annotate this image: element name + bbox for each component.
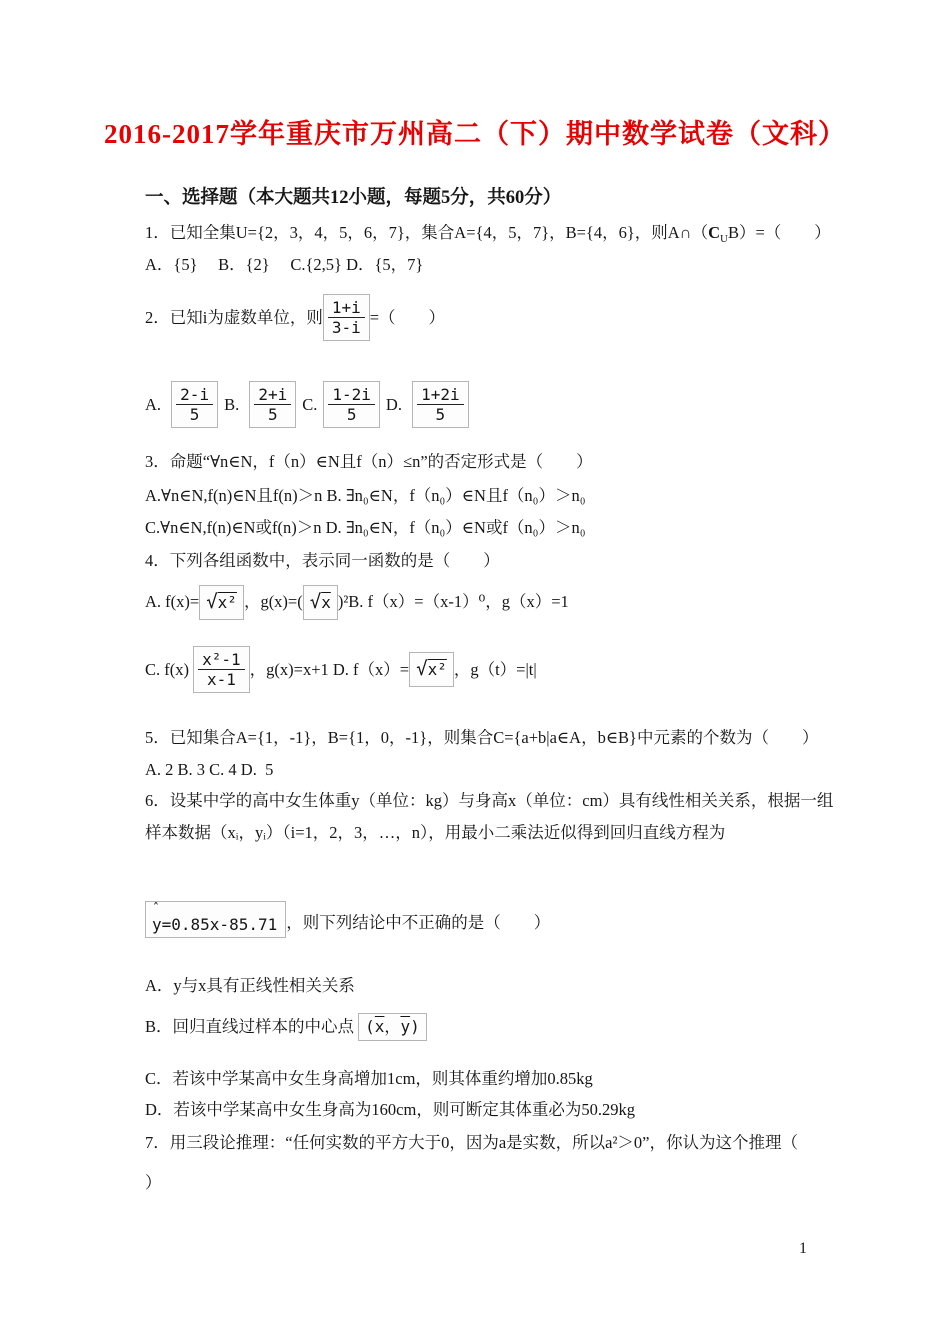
- q1-stem: [145, 218, 835, 254]
- q6-xbar: $\overline{x}$: [374, 1017, 385, 1037]
- q3-stem: 3．命题“∀n∈N，f（n）∈N且f（n）≤n”的否定形式是（ ）: [145, 452, 593, 471]
- q2-option-c-den: 5: [346, 405, 357, 425]
- q2-stem: [145, 294, 835, 341]
- q6-regression-formula: [145, 901, 286, 938]
- q6-stem-line1: 6．设某中学的高中女生体重y（单位：kg）与身高x（单位：cm）具有线性相关关系，根据一组: [145, 791, 834, 810]
- q2-option-c-fraction: [323, 381, 380, 428]
- q2-option-a-num: 2-i: [176, 385, 213, 405]
- q4-option-c-pre: C. f(x): [145, 659, 194, 679]
- q6-ybar: $\overline{y}$: [400, 1017, 411, 1037]
- q4-option-c-mid: ，g(x)=x+1 D. f（x）=: [249, 659, 410, 679]
- q2-frac-denominator: 3-i: [331, 318, 361, 338]
- page-title: 2016-2017学年重庆市万州高二（下）期中数学试卷（文科）: [104, 119, 846, 149]
- q4-options-ab: [145, 585, 835, 620]
- q2-option-c-label: C.: [302, 394, 318, 414]
- q2-option-c-num: 1-2i: [328, 385, 375, 405]
- q6-center-point-formula: [358, 1013, 427, 1040]
- q2-option-a-label: A.: [145, 394, 166, 414]
- q2-option-a-fraction: [171, 381, 218, 428]
- q4-option-a-sqrt2: [303, 585, 338, 620]
- q6-option-b-text: B．回归直线过样本的中心点: [145, 1017, 359, 1036]
- q1-stem-post: B）=（ ）: [727, 223, 831, 242]
- q1-options: A．{5} B．{2} C.{2,5} D．{5，7}: [145, 255, 424, 274]
- q1-stem-pre: 1．已知全集U={2，3，4，5，6，7}，集合A={4，5，7}，B={4，6}，则A∩（: [145, 223, 709, 242]
- q2-option-b-num: 2+i: [254, 385, 291, 405]
- q4-option-c-fraction: [193, 646, 250, 693]
- q4-option-b-text: B. f（x）=（x-1）⁰，g（x）=1: [348, 592, 569, 612]
- radical-sign: √: [309, 591, 322, 613]
- q2-fraction-formula: [323, 294, 370, 341]
- q4-option-a-sqrt1: [199, 585, 244, 620]
- radical-sign: √: [206, 591, 218, 613]
- q1-complement-subscript: U: [720, 233, 728, 245]
- q6-regression-line: [145, 901, 835, 938]
- q2-stem-post: =（ ）: [369, 307, 446, 327]
- q6-stem-post: ，则下列结论中不正确的是（ ）: [286, 913, 551, 932]
- q2-options: [145, 381, 835, 428]
- q2-option-d-den: 5: [435, 405, 446, 425]
- q4-option-a-mid: ，g(x)=(: [243, 592, 303, 612]
- q5-options: A. 2 B. 3 C. 4 D. 5: [145, 760, 274, 779]
- q3-options-cd: C.∀n∈N,f(n)∈N或f(n)＞n D. ∃n₀∈N，f（n₀）∈N或f（n₀）＞n₀: [145, 518, 586, 537]
- q4-options-cd: [145, 646, 835, 693]
- q7-stem-line2: ）: [145, 1173, 162, 1192]
- q4-option-c-num: x²-1: [198, 650, 245, 670]
- q4-option-a-pre: A. f(x)=: [145, 592, 200, 612]
- q6-comma: ，: [384, 1017, 401, 1037]
- q6-option-b: [145, 1012, 835, 1042]
- section-heading: 一、选择题（本大题共12小题，每题5分，共60分）: [145, 188, 562, 208]
- q6-option-d: D．若该中学某高中女生身高为160cm，则可断定其体重必为50.29kg: [145, 1100, 635, 1119]
- q2-option-d-fraction: [412, 381, 469, 428]
- q4-option-a-radicand1: x²: [217, 593, 237, 612]
- q4-option-a-radicand2: x: [321, 593, 331, 612]
- q2-option-b-label: B.: [224, 394, 244, 414]
- radical-sign: √: [416, 658, 428, 681]
- q2-option-a-den: 5: [189, 405, 200, 425]
- q6-formula-hat: ˆ: [152, 902, 160, 917]
- q2-option-b-fraction: [249, 381, 296, 428]
- q1-complement-symbol: C: [708, 223, 721, 242]
- q2-frac-numerator: 1+i: [328, 298, 365, 318]
- q7-stem-line1: 7．用三段论推理：“任何实数的平方大于0，因为a是实数，所以a²＞0”，你认为这个推理（: [145, 1133, 798, 1152]
- q6-option-c: C．若该中学某高中女生身高增加1cm，则其体重约增加0.85kg: [145, 1069, 593, 1088]
- q2-option-d-num: 1+2i: [417, 385, 464, 405]
- q4-option-d-radicand: x²: [427, 660, 447, 680]
- q6-option-a: A．y与x具有正线性相关关系: [145, 976, 355, 995]
- q4-option-c-den: x-1: [206, 670, 236, 690]
- q5-stem: 5．已知集合A={1，-1}，B={1，0，-1}，则集合C={a+b|a∈A，b∈B}中元素的个数为（ ）: [145, 728, 819, 747]
- q6-paren-open: (: [365, 1017, 375, 1037]
- page-number: 1: [799, 1240, 807, 1257]
- q6-stem-line2: 样本数据（xᵢ，yᵢ）（i=1，2，3，…，n），用最小二乘法近似得到回归直线方程为: [145, 823, 726, 842]
- q6-formula-body: y=0.85x-85.71: [152, 915, 278, 934]
- q6-paren-close: ): [410, 1017, 420, 1037]
- q4-stem: 4．下列各组函数中，表示同一函数的是（ ）: [145, 551, 500, 570]
- q2-option-b-den: 5: [267, 405, 278, 425]
- q4-option-a-post: )²: [337, 592, 349, 612]
- q2-option-d-label: D.: [385, 394, 407, 414]
- q4-option-d-post: ，g（t）=|t|: [453, 659, 537, 679]
- q2-stem-pre: 2．已知i为虚数单位，则: [145, 307, 323, 327]
- q3-options-ab: A.∀n∈N,f(n)∈N且f(n)＞n B. ∃n₀∈N，f（n₀）∈N且f（n₀）＞n₀: [145, 486, 586, 505]
- q4-option-d-sqrt: [409, 652, 454, 687]
